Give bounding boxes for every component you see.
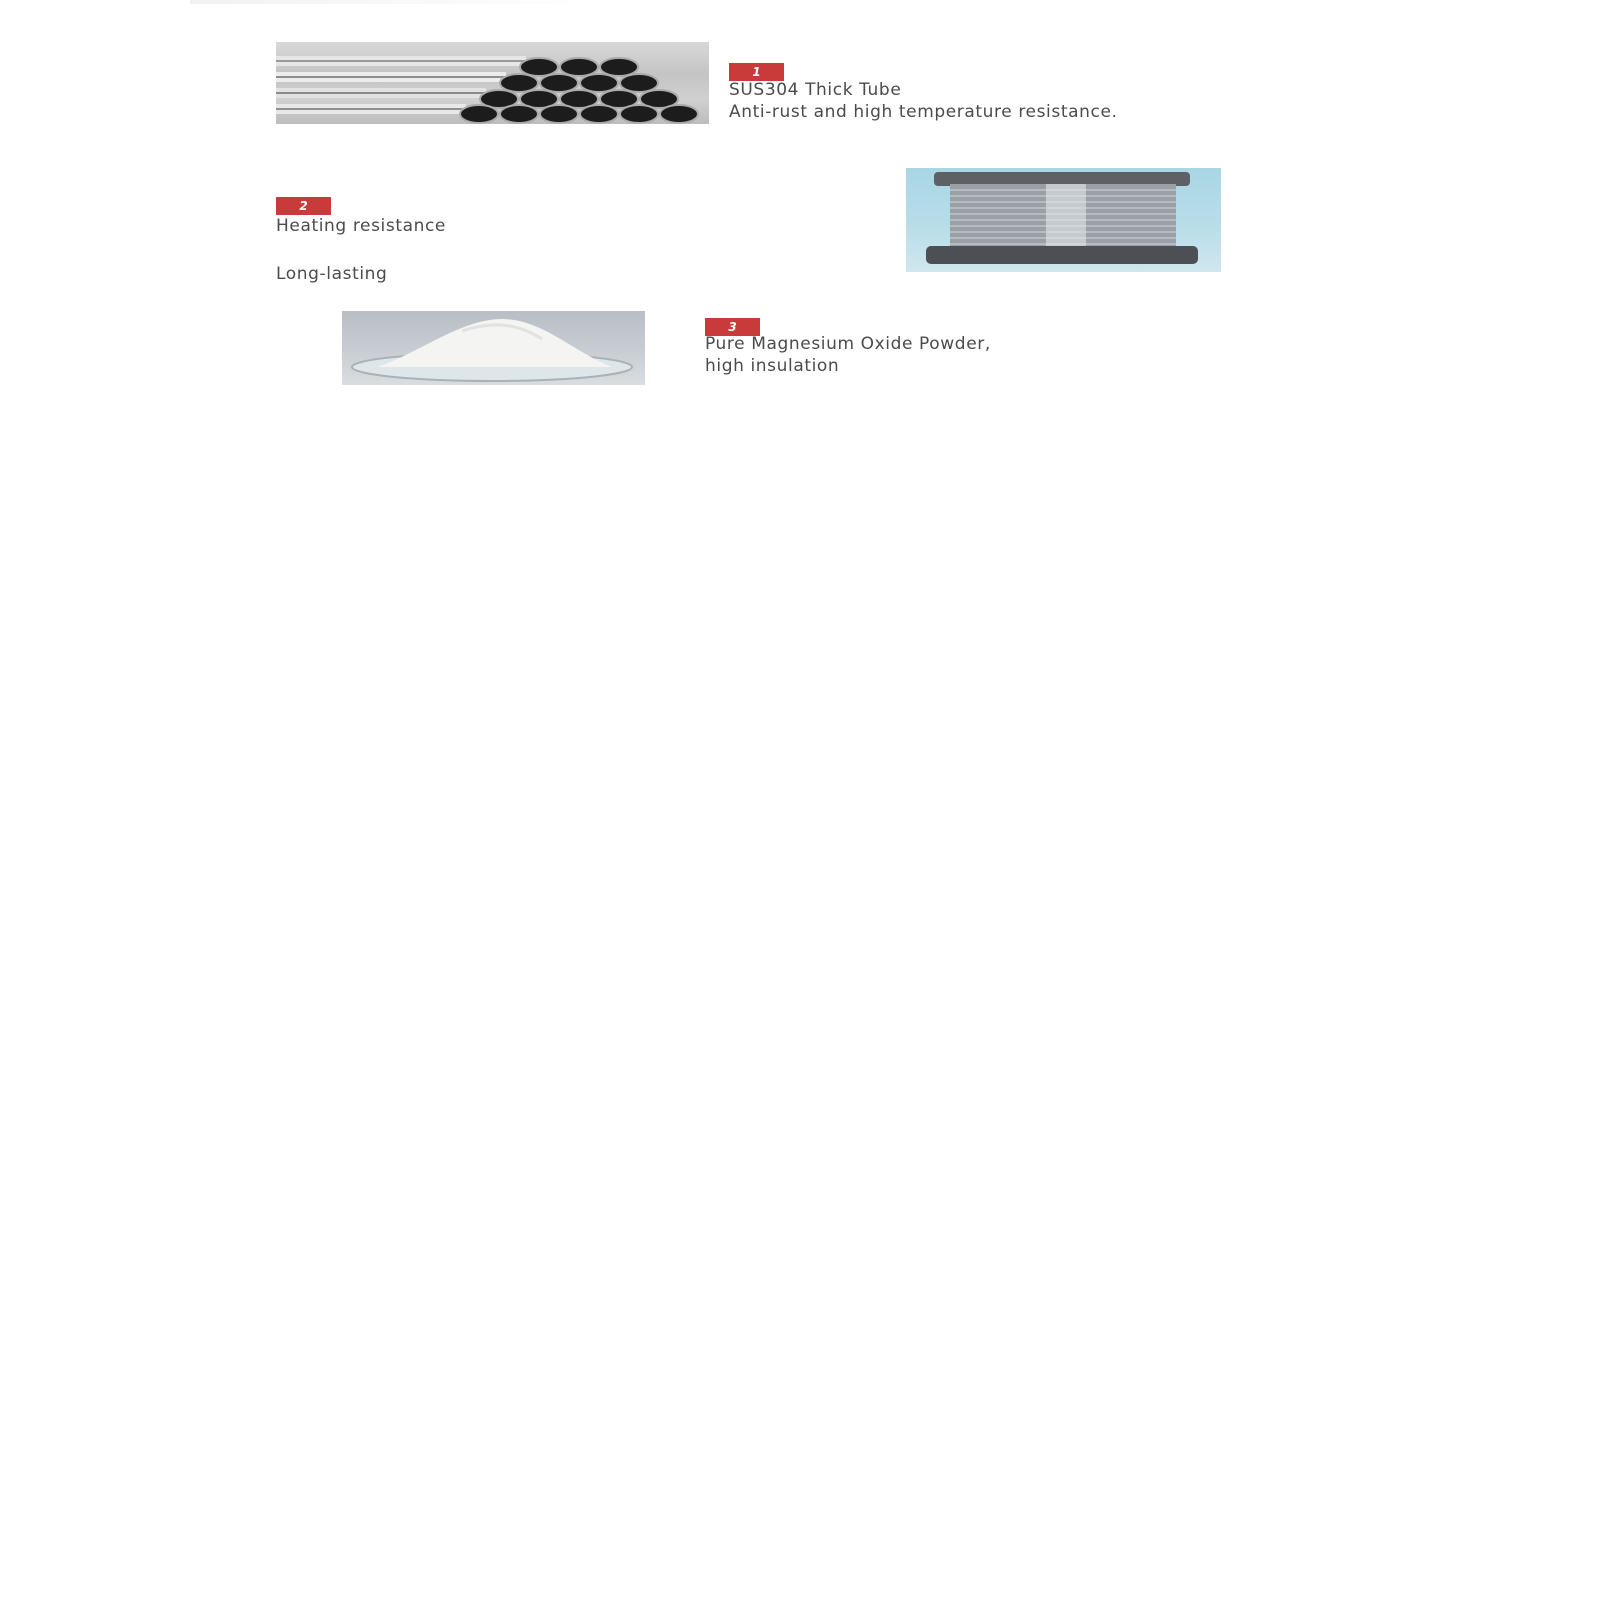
steel-tubes-photo [276, 42, 709, 124]
feature-title: Heating resistance [276, 216, 446, 236]
feature-title: SUS304 Thick Tube [729, 80, 902, 100]
feature-number-badge: 1 [729, 63, 784, 81]
feature-number-badge: 3 [705, 318, 760, 336]
top-divider [190, 0, 570, 4]
feature-description: high insulation [705, 356, 840, 376]
magnesium-powder-photo [342, 311, 645, 385]
feature-title: Pure Magnesium Oxide Powder, [705, 334, 991, 354]
wire-spool-photo [906, 168, 1221, 272]
feature-description: Long-lasting [276, 264, 388, 284]
feature-number-badge: 2 [276, 197, 331, 215]
feature-description: Anti-rust and high temperature resistance. [729, 102, 1118, 122]
